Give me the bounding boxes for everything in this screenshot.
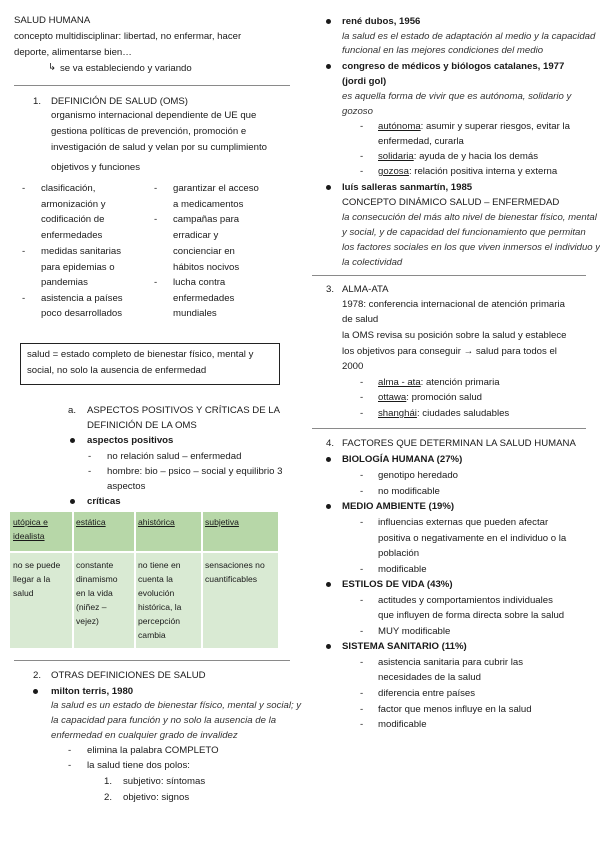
bullet-dot [326,457,331,462]
intro-line: deporte, alimentarse bien… [14,47,132,58]
bullet-dot [326,185,331,190]
factor-item: factor que menos influye en la salud [378,704,532,715]
factor-item: genotipo heredado [378,470,459,481]
positive-item: aspectos [107,481,146,492]
table-header-cell: idealista [13,531,45,541]
function-item: garantizar el acceso [173,183,259,194]
dash-bullet: - [154,183,158,194]
divider [312,275,586,276]
dash-bullet: - [360,595,364,606]
table-cell: no tiene en [138,560,181,570]
dash-bullet: - [360,486,364,497]
factor-item: diferencia entre países [378,688,476,699]
dash-bullet: - [22,246,26,257]
quote-line: la salud es el estado de adaptación al medio y la capacidad [342,31,596,42]
factor-label: SISTEMA SANITARIO (11%) [342,641,467,652]
table-header-cell: utópica e [13,517,48,527]
function-item: campañas para [173,214,240,225]
function-item: armonización y [41,199,106,210]
dash-bullet: - [360,564,364,575]
list-item: ottawa: promoción salud [378,392,483,403]
factor-item: población [378,548,420,559]
table-cell: histórica, la [138,602,182,612]
table-cell: dinamismo [76,574,118,584]
intro-sub: se va estableciendo y variando [60,63,192,74]
factor-item: modificable [378,719,427,730]
list-item: elimina la palabra COMPLETO [87,745,219,756]
list-item: autónoma: asumir y superar riesgos, evitar la [378,121,570,132]
section-body-line: 2000 [342,361,364,372]
dash-bullet: - [154,277,158,288]
table-cell: evolución [138,588,175,598]
function-item: mundiales [173,308,217,319]
dash-bullet: - [360,166,364,177]
author: congreso de médicos y biólogos catalanes, 1977 [342,61,565,72]
dash-bullet: - [360,517,364,528]
author: luís salleras sanmartín, 1985 [342,182,473,193]
function-item: para epidemias o [41,262,115,273]
factor-item: actitudes y comportamientos individuales [378,595,553,606]
quote-line: funcional en las mejores condiciones del medio [342,45,544,56]
subsection-title: DEFINICIÓN DE LA OMS [87,420,197,431]
dash-bullet: - [360,408,364,419]
quote-line: enfermedad en cualquier grado de invalidez [51,730,238,741]
critics-label: críticas [87,496,121,507]
subsection-letter: a. [68,405,77,416]
quote-line: los factores sociales en los que viven inmersos el individuo y [342,242,600,253]
list-item: objetivo: signos [123,792,190,803]
section-body-line: investigación de salud y velan por su cumplimiento [51,142,267,153]
factor-label: BIOLOGÍA HUMANA (27%) [342,454,463,465]
term: ottawa [378,392,407,403]
function-item: codificación de [41,214,105,225]
term: autónoma [378,121,421,132]
function-item: erradicar y [173,230,219,241]
function-item: pandemias [41,277,88,288]
table-cell: en la vida [76,588,113,598]
dash-bullet: - [360,657,364,668]
table-header-cell: subjetiva [205,517,239,527]
function-item: medidas sanitarias [41,246,121,257]
dash-bullet: - [68,745,72,756]
term: gozosa [378,166,409,177]
definition-box [20,343,280,385]
list-item: alma - ata: atención primaria [378,377,500,388]
section-title: DEFINICIÓN DE SALUD (OMS) [51,96,188,107]
author: milton terris, 1980 [51,686,134,697]
dash-bullet: - [360,626,364,637]
factor-item: asistencia sanitaria para cubrir las [378,657,524,668]
function-item: lucha contra [173,277,226,288]
dash-bullet: - [88,466,92,477]
table-cell: cuantificables [205,574,258,584]
list-item: subjetivo: síntomas [123,776,206,787]
bullet-dot [326,582,331,587]
dash-bullet: - [22,293,26,304]
quote-line: la salud es un estado de bienestar físico, mental y social; y [51,700,302,711]
factor-item: necesidades de la salud [378,672,481,683]
function-item: asistencia a países [41,293,123,304]
subsection-title: ASPECTOS POSITIVOS Y CRÍTICAS DE LA [87,405,280,416]
quote-line: la consecución del más alto nivel de bienestar físico, mental [342,212,597,223]
term: solidaria [378,151,414,162]
bullet-dot [33,689,38,694]
definition-line: social, no solo la ausencia de enfermedad [27,365,207,376]
quote-line: y social, y de capacidad del funcionamiento que permitan [342,227,586,238]
factor-item: que influyen de forma directa sobre la salud [378,610,565,621]
table-cell: percepción [138,616,181,626]
author: rené dubos, 1956 [342,16,421,27]
doc-title: SALUD HUMANA [14,15,91,26]
section-number: 4. [326,438,335,449]
term: alma - ata [378,377,421,388]
quote-line: gozoso [342,106,373,117]
list-item: la salud tiene dos polos: [87,760,190,771]
factor-item: no modificable [378,486,440,497]
function-item: hábitos nocivos [173,262,240,273]
table-cell: (niñez – [76,602,107,612]
table-cell: vejez) [76,616,99,626]
function-item: concienciar en [173,246,235,257]
bullet-dot [70,438,75,443]
definition-line: salud = estado completo de bienestar físico, mental y [27,349,254,360]
section-body-line: de salud [342,314,379,325]
concept-title: CONCEPTO DINÁMICO SALUD – ENFERMEDAD [342,197,560,208]
list-item: solidaria: ayuda de y hacia los demás [378,151,538,162]
table-cell: cambia [138,630,166,640]
section-number: 2. [33,670,42,681]
table-cell: no se puede [13,560,61,570]
section-title: OTRAS DEFINICIONES DE SALUD [51,670,206,681]
dash-bullet: - [360,377,364,388]
section-title: ALMA-ATA [342,284,389,295]
positive-label: aspectos positivos [87,435,174,446]
list-item: shanghái: ciudades saludables [378,408,510,419]
dash-bullet: - [360,704,364,715]
positive-item: no relación salud – enfermedad [107,451,242,462]
bullet-dot [70,499,75,504]
function-item: enfermedades [41,230,103,241]
list-item-cont: enfermedad, curarla [378,136,464,147]
quote-line: la colectividad [342,257,403,268]
factor-item: influencias externas que pueden afectar [378,517,549,528]
factor-label: ESTILOS DE VIDA (43%) [342,579,453,590]
section-number: 3. [326,284,335,295]
bullet-dot [326,644,331,649]
intro-line: concepto multidisciplinar: libertad, no enfermar, hacer [14,31,242,42]
section-body-line: la OMS revisa su posición sobre la salud y establece [342,330,567,341]
factor-item: modificable [378,564,427,575]
dash-bullet: - [22,183,26,194]
section-body-line: los objetivos para conseguir → salud para todos el [342,346,557,357]
dash-bullet: - [88,451,92,462]
section-body-line: 1978: conferencia internacional de atención primaria [342,299,565,310]
list-item: gozosa: relación positiva interna y externa [378,166,558,177]
function-item: enfermedades [173,293,235,304]
factor-item: positiva o negativamente en el individuo o la [378,533,567,544]
dash-bullet: - [360,151,364,162]
table-cell: sensaciones no [205,560,265,570]
dash-bullet: - [154,214,158,225]
factor-label: MEDIO AMBIENTE (19%) [342,501,455,512]
table-cell: salud [13,588,34,598]
table-header-cell: ahistórica [138,517,175,527]
function-item: clasificación, [41,183,96,194]
bullet-dot [326,19,331,24]
section-title: FACTORES QUE DETERMINAN LA SALUD HUMANA [342,438,576,449]
dash-bullet: - [360,719,364,730]
quote-line: la capacidad para función y no solo la ausencia de la [51,715,277,726]
dash-bullet: - [360,688,364,699]
bullet-dot [326,64,331,69]
positive-item: hombre: bio – psico – social y equilibrio 3 [107,466,283,477]
list-number: 2. [104,792,113,803]
list-number: 1. [104,776,113,787]
dash-bullet: - [360,121,364,132]
table-cell: cuenta la [138,574,173,584]
table-header-cell: estática [76,517,106,527]
divider [14,660,290,661]
dash-bullet: - [360,470,364,481]
return-arrow-icon: ↳ [48,62,57,73]
author: (jordi gol) [342,76,387,87]
quote-line: es aquella forma de vivir que es autónoma, solidario y [342,91,572,102]
table-cell: llegar a la [13,574,51,584]
table-cell: constante [76,560,114,570]
dash-bullet: - [68,760,72,771]
bullet-dot [326,504,331,509]
factor-item: MUY modificable [378,626,451,637]
dash-bullet: - [360,392,364,403]
divider [312,428,586,429]
section-body-line: gestiona políticas de prevención, promoción e [51,126,247,137]
section-body-line: organismo internacional dependiente de UE que [51,110,257,121]
section-number: 1. [33,96,42,107]
term: shanghái [378,408,417,419]
divider [14,85,290,86]
function-item: poco desarrollados [41,308,123,319]
section-body-line: objetivos y funciones [51,162,141,173]
function-item: a medicamentos [173,199,244,210]
